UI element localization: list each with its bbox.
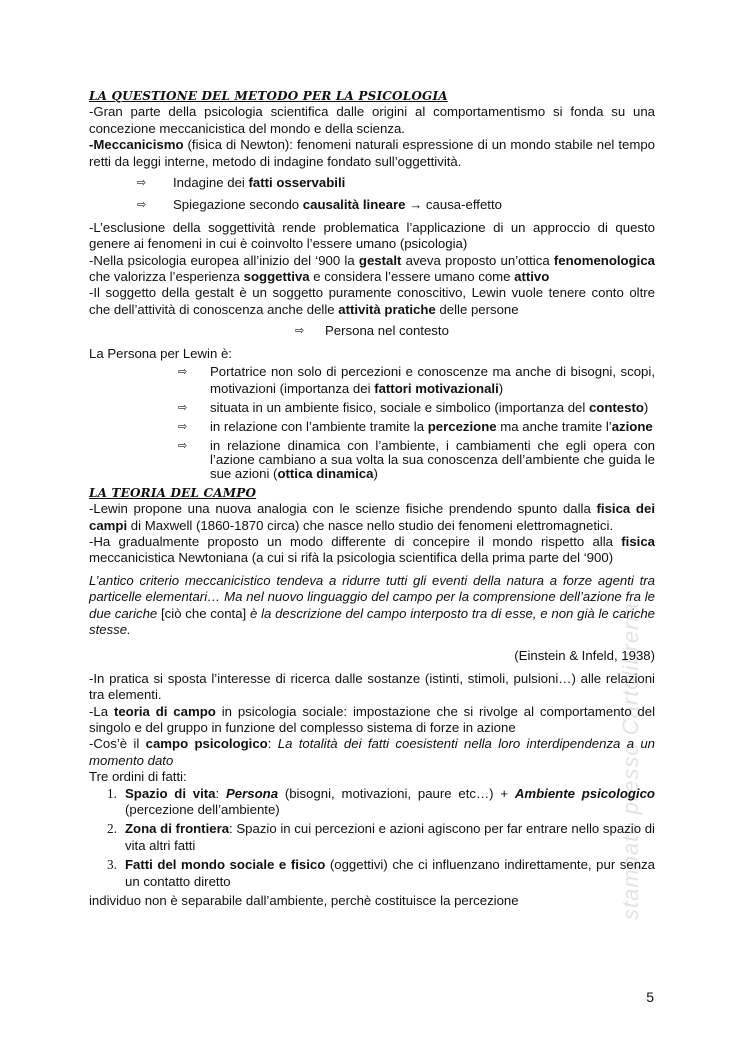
bold-term: percezione xyxy=(427,419,497,435)
quote xyxy=(89,573,655,639)
bold-term: Zona di frontiera xyxy=(125,821,230,837)
bold-term: attività pratiche xyxy=(338,301,436,317)
bold-term: contesto xyxy=(588,399,644,415)
list-item xyxy=(89,400,655,416)
paragraph xyxy=(89,704,655,737)
arrow-right-icon: ⇨ xyxy=(137,177,147,190)
paragraph: La Persona per Lewin è: xyxy=(89,345,232,361)
paragraph: -In pratica si sposta l’interesse di ricerca dalle sostanze (istinti, stimoli, pulsioni…) alle relazioni tra elementi. xyxy=(89,670,655,703)
paragraph xyxy=(89,736,655,769)
list-item xyxy=(89,821,655,854)
arrow-right-icon: ⇨ xyxy=(178,401,188,414)
text: (fisica di Newton): fenomeni naturali espressione di un mondo stabile nel tempo retti da leggi interne, metodo di indagine fondato sull’oggettività. xyxy=(89,137,655,169)
text: meccanicistica Newtoniana (a cui si rifà la psicologia scientifica della prima parte del ‘900) xyxy=(89,550,614,566)
paragraph xyxy=(89,253,655,286)
arrow-item xyxy=(89,197,655,213)
text: -Il soggetto della gestalt è un soggetto puramente conoscitivo, Lewin vuole tenere conto oltre che dell’attività di conoscenza anche delle xyxy=(89,285,655,317)
text: (bisogni, motivazioni, paure etc…) + xyxy=(278,785,515,801)
text: è la descrizione del campo interposto tra di esse, e non già le cariche stesse. xyxy=(89,605,656,637)
text: ) xyxy=(643,399,649,415)
bold-italic-term: Ambiente psicologico xyxy=(514,785,655,801)
bold-italic-term: Persona xyxy=(225,785,279,801)
text: L’antico criterio meccanicistico tendeva a ridurre tutti gli eventi della natura a forze agenti tra particelle elementari… Ma nel nuovo linguaggio del campo per la comprensione dell’azione fra le due cariche xyxy=(89,572,655,621)
list-number: 1. xyxy=(107,785,117,801)
paragraph xyxy=(89,285,655,318)
text: -Lewin propone una nuova analogia con le scienze fisiche prendendo spunto dalla xyxy=(89,501,597,517)
text: → causa-effetto xyxy=(405,197,502,213)
bold-term: soggettiva xyxy=(243,269,310,285)
bold-term: Spazio di vita xyxy=(125,785,216,801)
text: ) xyxy=(373,465,378,481)
text: (oggettivi) che ci influenzano indirettamente, pur senza un contatto diretto xyxy=(125,857,655,889)
text: Spiegazione secondo xyxy=(173,197,303,213)
text: delle persone xyxy=(435,301,519,317)
arrow-right-icon: ⇨ xyxy=(295,325,305,338)
bold-term: causalità lineare xyxy=(302,197,406,213)
bold-term: ottica dinamica xyxy=(277,465,374,481)
bold-term: azione xyxy=(611,419,653,435)
text: : xyxy=(215,785,226,801)
list-item xyxy=(89,857,655,890)
bold-term: fatti osservabili xyxy=(248,175,346,191)
arrow-right-icon: ⇨ xyxy=(178,421,188,434)
bold-term: attivo xyxy=(514,269,550,285)
text: : xyxy=(267,736,278,752)
list-item xyxy=(89,786,655,819)
arrow-right-icon: ⇨ xyxy=(178,366,188,379)
text: in relazione con l’ambiente tramite la xyxy=(210,419,428,435)
bold-term: campo psicologico xyxy=(145,736,268,752)
ordered-list xyxy=(89,786,655,890)
section-heading-metodo: LA QUESTIONE DEL METODO PER LA PSICOLOGIA xyxy=(89,89,448,103)
document-page xyxy=(89,88,655,909)
paragraph xyxy=(89,501,655,534)
bullet-list xyxy=(89,364,655,481)
arrow-right-icon: ⇨ xyxy=(178,439,188,452)
text: in psicologia sociale: impostazione che si rivolge al comportamento del singolo e del gruppo in funzione del complesso sistema di forze in azione xyxy=(89,703,655,735)
text: : Spazio in cui percezioni e azioni agiscono per far entrare nello spazio di vita altri fatti xyxy=(125,821,655,853)
text: Indagine dei xyxy=(173,175,249,191)
list-item xyxy=(89,439,655,481)
text: Portatrice non solo di percezioni e conoscenze ma anche di bisogni, scopi, motivazioni (importanza dei xyxy=(210,364,655,396)
italic-text: La totalità dei fatti coesistenti nella loro interdipendenza a un momento dato xyxy=(89,736,656,768)
arrow-item xyxy=(89,175,655,191)
bold-term: teoria di campo xyxy=(113,703,216,719)
bold-term: -Meccanicismo xyxy=(89,137,184,153)
list-number: 3. xyxy=(107,857,117,873)
paragraph xyxy=(89,534,655,567)
paragraph: -L’esclusione della soggettività rende problematica l’applicazione di un approccio di questo genere ai fenomeni in cui è coinvolto l’essere umano (psicologia) xyxy=(89,219,655,252)
paragraph: -Gran parte della psicologia scientifica dalle origini al comportamentismo si fonda su una concezione meccanicistica del mondo e della scienza. xyxy=(89,104,655,136)
paragraph xyxy=(89,137,655,170)
text: che valorizza l’esperienza xyxy=(89,269,244,285)
watermark: stampato presso Cartolibreria xyxy=(618,602,643,920)
text: Persona nel contesto xyxy=(325,323,449,339)
text: e considera l’essere umano come xyxy=(309,269,515,285)
paragraph: Tre ordini di fatti: xyxy=(89,769,187,785)
text: -Ha gradualmente proposto un modo differente di concepire il mondo rispetto alla xyxy=(89,533,622,549)
bold-term: fisica xyxy=(621,533,655,549)
text: ma anche tramite l’ xyxy=(496,419,612,435)
text: di Maxwell (1860-1870 circa) che nasce nello studio dei fenomeni elettromagnetici. xyxy=(127,517,614,533)
arrow-item xyxy=(89,323,655,339)
list-item xyxy=(89,364,655,397)
bold-term: fisica dei campi xyxy=(89,501,655,533)
text: situata in un ambiente fisico, sociale e simbolico (importanza del xyxy=(210,399,589,415)
section-heading-teoria: LA TEORIA DEL CAMPO xyxy=(89,485,257,500)
text: -Cos’è il xyxy=(89,736,146,752)
text: [ciò che conta] xyxy=(161,605,247,621)
text: aveva proposto un’ottica xyxy=(401,252,554,268)
text: (percezione dell’ambiente) xyxy=(125,802,280,818)
paragraph: individuo non è separabile dall’ambiente, perchè costituisce la percezione xyxy=(89,893,519,909)
text: -Nella psicologia europea all’inizio del ‘900 la xyxy=(89,252,359,268)
bold-term: Fatti del mondo sociale e fisico xyxy=(125,857,326,873)
bold-term: fenomenologica xyxy=(553,252,655,268)
list-item xyxy=(89,419,655,435)
bold-term: fattori motivazionali xyxy=(374,380,499,396)
text: -La xyxy=(89,703,114,719)
page-number: 5 xyxy=(646,989,654,1005)
arrow-right-icon: ⇨ xyxy=(137,199,147,212)
citation: (Einstein & Infeld, 1938) xyxy=(514,648,655,664)
list-number: 2. xyxy=(107,821,117,837)
text: in relazione dinamica con l’ambiente, i cambiamenti che egli opera con l’azione cambiano a sua volta la sua conoscenza dell’ambiente che guida le sue azioni ( xyxy=(210,437,655,481)
bold-term: gestalt xyxy=(358,252,402,268)
text: ) xyxy=(498,380,504,396)
